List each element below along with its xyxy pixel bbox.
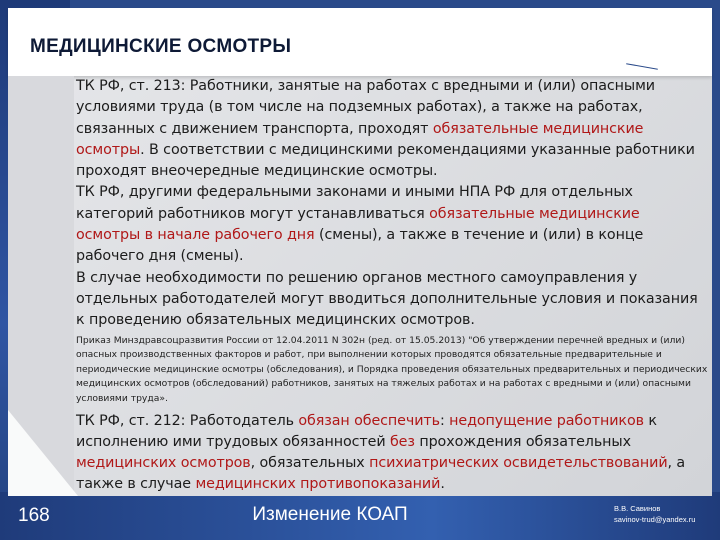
footer-center-text: Изменение КОАП bbox=[252, 504, 408, 525]
paragraph-local-government: В случае необходимости по решению органов местного самоуправления у отдельных работодателей могут вводиться дополнительные условия и показания к проведению обязательных медицинских осмотров. bbox=[76, 269, 698, 329]
slide-title: МЕДИЦИНСКИЕ ОСМОТРЫ bbox=[30, 36, 292, 57]
title-bar bbox=[8, 8, 712, 76]
paragraph-art-212: ТК РФ, ст. 212: Работодатель обязан обеспечить: недопущение работников к исполнению ими трудовых обязанностей без прохождения обязательных медицинских осмотров, обязательных психиатрических освидетельствований, а также в случае медицинских противопоказаний. bbox=[76, 412, 686, 493]
author-block bbox=[614, 503, 695, 525]
page-number: 168 bbox=[18, 505, 50, 526]
highlight-start-of-day-exams: обязательные медицинские осмотры в начале рабочего дня bbox=[76, 205, 640, 244]
author-name: В.В. Савинов bbox=[614, 504, 661, 513]
author-email: savinov-trud@yandex.ru bbox=[614, 515, 696, 524]
paragraph-art-213: ТК РФ, ст. 213: Работники, занятые на работах с вредными и (или) опасными условиями труда (в том числе на подземных работах), а также на работах, связанных с движением транспорта, проходят обязательные медицинские осмотры. В соответствии с медицинскими рекомендациями указанные работники проходят внеочередные медицинские осмотры. bbox=[76, 78, 695, 180]
corner-decoration bbox=[8, 410, 78, 496]
paragraph-federal-laws: ТК РФ, другими федеральными законами и иными НПА РФ для отдельных категорий работников могут устанавливаться обязательные медицинские осмотры в начале рабочего дня (смены), а также в течение и (или) в конце рабочего дня (смены). bbox=[76, 184, 644, 265]
order-note: Приказ Минздравсоцразвития России от 12.04.2011 N 302н (ред. от 15.05.2013) "Об утверждении перечней вредных и (или) опасных производственных факторов и работ, при выполнении которых проводятся обязательные предварительные и периодические медицинские осмотры (обследования), и Порядка проведения обязательных предварительных и периодических медицинских осмотров (обследований) работников, занятых на тяжелых работах и на работах с вредными и (или) опасными условиями труда». bbox=[76, 334, 708, 404]
slide-content bbox=[76, 76, 708, 496]
highlight-mandatory-exams: обязательные медицинские осмотры bbox=[76, 120, 644, 158]
